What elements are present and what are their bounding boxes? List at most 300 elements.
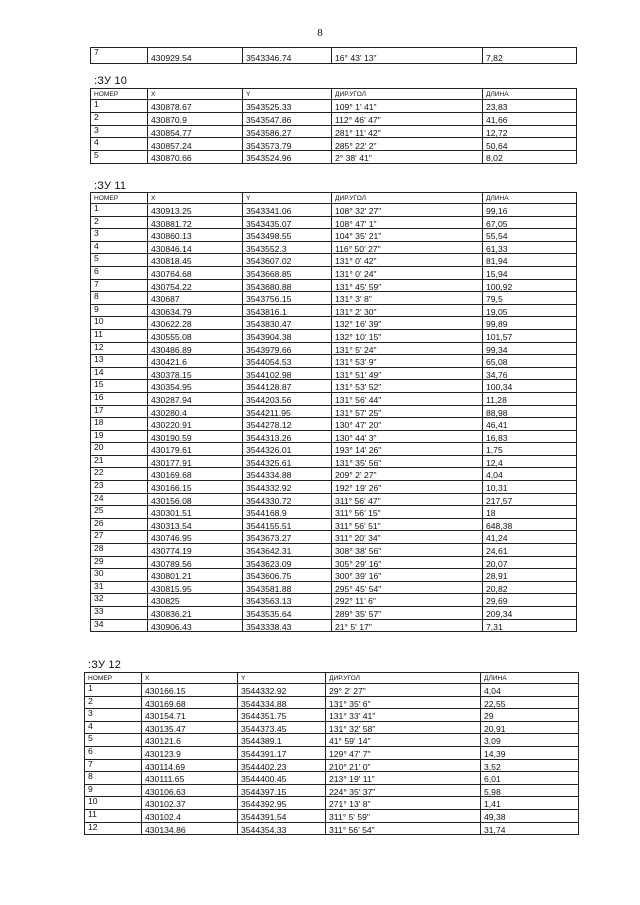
table-row	[91, 468, 577, 481]
header-angle: ДИР.УГОЛ	[332, 89, 483, 100]
segment-length: 10,31	[483, 481, 577, 494]
y-coordinate: 3544326.01	[243, 443, 332, 456]
segment-length: 12,4	[483, 455, 577, 468]
x-coordinate: 430870.66	[148, 151, 243, 164]
point-number: 2	[91, 112, 148, 125]
table-row	[91, 493, 577, 506]
direction-angle: 311° 56' 15"	[332, 506, 483, 519]
direction-angle: 112° 46' 47"	[332, 112, 483, 125]
x-coordinate: 430354.95	[148, 380, 243, 393]
segment-length: 99,34	[483, 342, 577, 355]
table-row	[91, 380, 577, 393]
table-row	[85, 721, 579, 734]
point-number: 1	[91, 100, 148, 113]
y-coordinate: 3543525.33	[243, 100, 332, 113]
x-coordinate: 430789.56	[148, 556, 243, 569]
segment-length: 5,98	[481, 784, 579, 797]
table-row	[91, 204, 577, 217]
table-row	[85, 809, 579, 822]
direction-angle: 308° 38' 56"	[332, 544, 483, 557]
section-title-zu11: :ЗУ 11	[94, 180, 127, 192]
point-number: 4	[91, 138, 148, 151]
y-coordinate: 3544102.98	[243, 367, 332, 380]
segment-length: 101,57	[483, 329, 577, 342]
direction-angle: 2° 38' 41"	[332, 151, 483, 164]
point-number: 23	[91, 481, 148, 494]
coordinates-table-zu10	[90, 88, 577, 164]
table-row	[85, 696, 579, 709]
header-y: Y	[238, 673, 326, 684]
segment-length: 79,5	[483, 292, 577, 305]
y-coordinate: 3543581.88	[243, 581, 332, 594]
point-number: 34	[91, 619, 148, 632]
table-row	[91, 138, 577, 151]
segment-length: 29,69	[483, 594, 577, 607]
x-coordinate: 430378.15	[148, 367, 243, 380]
direction-angle: 104° 35' 21"	[332, 229, 483, 242]
segment-length: 41,66	[483, 112, 577, 125]
header-y: Y	[243, 193, 332, 204]
table-row	[91, 342, 577, 355]
direction-angle: 311° 56' 51"	[332, 518, 483, 531]
point-number: 29	[91, 556, 148, 569]
segment-length: 4,04	[483, 468, 577, 481]
table-row	[91, 229, 577, 242]
segment-length: 65,08	[483, 355, 577, 368]
coordinates-table-continuation	[90, 47, 577, 64]
y-coordinate: 3543524.96	[243, 151, 332, 164]
x-coordinate: 430166.15	[148, 481, 243, 494]
point-number: 1	[85, 684, 142, 697]
table-row	[85, 759, 579, 772]
coordinates-table-zu11	[90, 192, 577, 632]
direction-angle: 209° 2' 27"	[332, 468, 483, 481]
table-row	[85, 797, 579, 810]
y-coordinate: 3543573.79	[243, 138, 332, 151]
y-coordinate: 3543830.47	[243, 317, 332, 330]
y-coordinate: 3544391.54	[238, 809, 326, 822]
table-row	[91, 556, 577, 569]
direction-angle: 131° 3' 8"	[332, 292, 483, 305]
table-row	[91, 216, 577, 229]
point-number: 5	[85, 734, 142, 747]
table-row	[91, 100, 577, 113]
y-coordinate: 3544400.45	[238, 772, 326, 785]
point-number: 9	[91, 304, 148, 317]
direction-angle: 130° 44' 3"	[332, 430, 483, 443]
y-coordinate: 3544203.56	[243, 392, 332, 405]
point-number: 24	[91, 493, 148, 506]
point-number: 12	[91, 342, 148, 355]
segment-length: 29	[481, 709, 579, 722]
x-coordinate: 430280.4	[148, 405, 243, 418]
point-number: 32	[91, 594, 148, 607]
table-row	[85, 772, 579, 785]
direction-angle: 41° 59' 14"	[326, 734, 481, 747]
x-coordinate: 430860.13	[148, 229, 243, 242]
segment-length: 8,02	[483, 151, 577, 164]
segment-length: 100,34	[483, 380, 577, 393]
table-row	[91, 607, 577, 620]
header-length: ДЛИНА	[481, 673, 579, 684]
direction-angle: 131° 35' 56"	[332, 455, 483, 468]
segment-length: 7,31	[483, 619, 577, 632]
y-coordinate: 3543607.02	[243, 254, 332, 267]
table-row	[91, 506, 577, 519]
segment-length: 20,07	[483, 556, 577, 569]
table-row	[91, 455, 577, 468]
table-row	[91, 304, 577, 317]
header-number: НОМЕР	[91, 193, 148, 204]
y-coordinate: 3543535.64	[243, 607, 332, 620]
direction-angle: 311° 20' 34"	[332, 531, 483, 544]
segment-length: 99,89	[483, 317, 577, 330]
x-coordinate: 430313.54	[148, 518, 243, 531]
table-row	[91, 405, 577, 418]
table-row	[91, 317, 577, 330]
direction-angle: 132° 16' 39"	[332, 317, 483, 330]
segment-length: 20,82	[483, 581, 577, 594]
table-row	[91, 544, 577, 557]
y-coordinate: 3544313.26	[243, 430, 332, 443]
header-x: X	[148, 193, 243, 204]
header-angle: ДИР.УГОЛ	[326, 673, 481, 684]
header-y: Y	[243, 89, 332, 100]
point-number: 8	[91, 292, 148, 305]
y-coordinate: 3543623.09	[243, 556, 332, 569]
direction-angle: 213° 19' 11"	[326, 772, 481, 785]
y-coordinate: 3543673.27	[243, 531, 332, 544]
point-number: 5	[91, 254, 148, 267]
table-row	[85, 784, 579, 797]
y-coordinate: 3543756.15	[243, 292, 332, 305]
segment-length: 6,01	[481, 772, 579, 785]
x-coordinate: 430111.65	[142, 772, 238, 785]
direction-angle: 300° 39' 16"	[332, 569, 483, 582]
segment-length: 1,41	[481, 797, 579, 810]
x-coordinate: 430815.95	[148, 581, 243, 594]
segment-length: 22,55	[481, 696, 579, 709]
point-number: 7	[91, 279, 148, 292]
direction-angle: 108° 47' 1"	[332, 216, 483, 229]
table-header-row	[91, 89, 577, 100]
table-row	[91, 518, 577, 531]
segment-length: 3,52	[481, 759, 579, 772]
y-coordinate: 3544391.17	[238, 746, 326, 759]
table-header-row	[91, 193, 577, 204]
table-row	[91, 355, 577, 368]
direction-angle: 109° 1' 41"	[332, 100, 483, 113]
section-title-zu10: :ЗУ 10	[94, 75, 128, 87]
y-coordinate: 3544351.75	[238, 709, 326, 722]
direction-angle: 131° 53' 9"	[332, 355, 483, 368]
x-coordinate: 430913.25	[148, 204, 243, 217]
x-coordinate: 430106.63	[142, 784, 238, 797]
y-coordinate: 3543979.66	[243, 342, 332, 355]
point-number: 25	[91, 506, 148, 519]
point-number: 7	[85, 759, 142, 772]
table-row	[91, 112, 577, 125]
table-row	[91, 151, 577, 164]
point-number: 2	[85, 696, 142, 709]
y-coordinate: 3544325.61	[243, 455, 332, 468]
point-number: 16	[91, 392, 148, 405]
segment-length: 7,82	[483, 48, 577, 64]
x-coordinate: 430156.08	[148, 493, 243, 506]
y-coordinate: 3544054.53	[243, 355, 332, 368]
direction-angle: 131° 35' 6"	[326, 696, 481, 709]
point-number: 31	[91, 581, 148, 594]
table-row	[91, 531, 577, 544]
table-row	[85, 734, 579, 747]
direction-angle: 108° 32' 27"	[332, 204, 483, 217]
point-number: 8	[85, 772, 142, 785]
direction-angle: 131° 45' 59"	[332, 279, 483, 292]
y-coordinate: 3543642.31	[243, 544, 332, 557]
direction-angle: 131° 33' 41"	[326, 709, 481, 722]
segment-length: 209,34	[483, 607, 577, 620]
direction-angle: 131° 0' 24"	[332, 266, 483, 279]
y-coordinate: 3543816.1	[243, 304, 332, 317]
x-coordinate: 430114.69	[142, 759, 238, 772]
header-number: НОМЕР	[91, 89, 148, 100]
header-angle: ДИР.УГОЛ	[332, 193, 483, 204]
y-coordinate: 3544402.23	[238, 759, 326, 772]
direction-angle: 131° 5' 24"	[332, 342, 483, 355]
y-coordinate: 3543606.75	[243, 569, 332, 582]
x-coordinate: 430870.9	[148, 112, 243, 125]
point-number: 4	[85, 721, 142, 734]
x-coordinate: 430102.4	[142, 809, 238, 822]
point-number: 7	[91, 48, 148, 64]
y-coordinate: 3543552.3	[243, 241, 332, 254]
segment-length: 55,54	[483, 229, 577, 242]
segment-length: 49,38	[481, 809, 579, 822]
x-coordinate: 430622.28	[148, 317, 243, 330]
point-number: 3	[91, 125, 148, 138]
direction-angle: 131° 53' 52"	[332, 380, 483, 393]
point-number: 30	[91, 569, 148, 582]
y-coordinate: 3544397.15	[238, 784, 326, 797]
segment-length: 28,91	[483, 569, 577, 582]
direction-angle: 192° 19' 26"	[332, 481, 483, 494]
table-row	[85, 822, 579, 835]
point-number: 10	[85, 797, 142, 810]
x-coordinate: 430486.89	[148, 342, 243, 355]
header-length: ДЛИНА	[483, 89, 577, 100]
table-row	[91, 329, 577, 342]
page-number: 8	[317, 27, 323, 39]
y-coordinate: 3543435.07	[243, 216, 332, 229]
y-coordinate: 3544389.1	[238, 734, 326, 747]
y-coordinate: 3543338.43	[243, 619, 332, 632]
x-coordinate: 430857.24	[148, 138, 243, 151]
y-coordinate: 3544334.88	[238, 696, 326, 709]
x-coordinate: 430287.94	[148, 392, 243, 405]
y-coordinate: 3543904.38	[243, 329, 332, 342]
x-coordinate: 430818.45	[148, 254, 243, 267]
table-row	[91, 392, 577, 405]
segment-length: 12,72	[483, 125, 577, 138]
header-x: X	[148, 89, 243, 100]
point-number: 3	[85, 709, 142, 722]
y-coordinate: 3544128.87	[243, 380, 332, 393]
direction-angle: 311° 5' 59"	[326, 809, 481, 822]
point-number: 11	[85, 809, 142, 822]
direction-angle: 295° 45' 54"	[332, 581, 483, 594]
direction-angle: 131° 2' 30"	[332, 304, 483, 317]
table-row	[91, 619, 577, 632]
segment-length: 217,57	[483, 493, 577, 506]
x-coordinate: 430801.21	[148, 569, 243, 582]
y-coordinate: 3544354.33	[238, 822, 326, 835]
table-row	[91, 254, 577, 267]
direction-angle: 131° 56' 44"	[332, 392, 483, 405]
point-number: 10	[91, 317, 148, 330]
point-number: 6	[91, 266, 148, 279]
point-number: 17	[91, 405, 148, 418]
direction-angle: 29° 2' 27"	[326, 684, 481, 697]
y-coordinate: 3544168.9	[243, 506, 332, 519]
x-coordinate: 430555.08	[148, 329, 243, 342]
segment-length: 1,75	[483, 443, 577, 456]
table-row	[91, 367, 577, 380]
point-number: 3	[91, 229, 148, 242]
x-coordinate: 430754.22	[148, 279, 243, 292]
x-coordinate: 430169.68	[142, 696, 238, 709]
point-number: 26	[91, 518, 148, 531]
segment-length: 18	[483, 506, 577, 519]
segment-length: 3,09	[481, 734, 579, 747]
x-coordinate: 430179.61	[148, 443, 243, 456]
direction-angle: 285° 22' 2"	[332, 138, 483, 151]
direction-angle: 271° 13' 8"	[326, 797, 481, 810]
table-row	[91, 266, 577, 279]
y-coordinate: 3544373.45	[238, 721, 326, 734]
direction-angle: 129° 47' 7"	[326, 746, 481, 759]
y-coordinate: 3543498.55	[243, 229, 332, 242]
x-coordinate: 430878.67	[148, 100, 243, 113]
table-row	[91, 581, 577, 594]
point-number: 27	[91, 531, 148, 544]
direction-angle: 130° 47' 20"	[332, 418, 483, 431]
x-coordinate: 430687	[148, 292, 243, 305]
point-number: 14	[91, 367, 148, 380]
segment-length: 24,61	[483, 544, 577, 557]
point-number: 6	[85, 746, 142, 759]
point-number: 1	[91, 204, 148, 217]
direction-angle: 131° 32' 58"	[326, 721, 481, 734]
x-coordinate: 430166.15	[142, 684, 238, 697]
x-coordinate: 430123.9	[142, 746, 238, 759]
x-coordinate: 430102.37	[142, 797, 238, 810]
x-coordinate: 430774.19	[148, 544, 243, 557]
x-coordinate: 430906.43	[148, 619, 243, 632]
segment-length: 648,38	[483, 518, 577, 531]
segment-length: 99,16	[483, 204, 577, 217]
y-coordinate: 3544278.12	[243, 418, 332, 431]
direction-angle: 292° 11' 6"	[332, 594, 483, 607]
x-coordinate: 430190.59	[148, 430, 243, 443]
y-coordinate: 3544332.92	[243, 481, 332, 494]
segment-length: 20,91	[481, 721, 579, 734]
table-row	[91, 125, 577, 138]
x-coordinate: 430121.6	[142, 734, 238, 747]
y-coordinate: 3543586.27	[243, 125, 332, 138]
point-number: 11	[91, 329, 148, 342]
y-coordinate: 3544392.95	[238, 797, 326, 810]
header-number: НОМЕР	[85, 673, 142, 684]
x-coordinate: 430846.14	[148, 241, 243, 254]
segment-length: 100,92	[483, 279, 577, 292]
segment-length: 61,33	[483, 241, 577, 254]
segment-length: 67,05	[483, 216, 577, 229]
point-number: 28	[91, 544, 148, 557]
table-header-row	[85, 673, 579, 684]
segment-length: 11,28	[483, 392, 577, 405]
y-coordinate: 3543547.86	[243, 112, 332, 125]
direction-angle: 116° 50' 27"	[332, 241, 483, 254]
segment-length: 46,41	[483, 418, 577, 431]
direction-angle: 131° 51' 49"	[332, 367, 483, 380]
x-coordinate: 430746.95	[148, 531, 243, 544]
point-number: 22	[91, 468, 148, 481]
point-number: 21	[91, 455, 148, 468]
y-coordinate: 3543341.06	[243, 204, 332, 217]
segment-length: 23,83	[483, 100, 577, 113]
table-row	[91, 569, 577, 582]
y-coordinate: 3543346.74	[243, 48, 332, 64]
table-row	[91, 594, 577, 607]
x-coordinate: 430764.68	[148, 266, 243, 279]
x-coordinate: 430154.71	[142, 709, 238, 722]
direction-angle: 281° 11' 42"	[332, 125, 483, 138]
segment-length: 16,83	[483, 430, 577, 443]
table-row	[91, 241, 577, 254]
x-coordinate: 430421.6	[148, 355, 243, 368]
segment-length: 19,05	[483, 304, 577, 317]
coordinates-table-zu12	[84, 672, 579, 835]
table-row	[91, 443, 577, 456]
table-row	[85, 709, 579, 722]
point-number: 19	[91, 430, 148, 443]
direction-angle: 311° 56' 47"	[332, 493, 483, 506]
segment-length: 34,76	[483, 367, 577, 380]
y-coordinate: 3544332.92	[238, 684, 326, 697]
direction-angle: 210° 21' 0"	[326, 759, 481, 772]
table-row	[91, 279, 577, 292]
direction-angle: 224° 35' 37"	[326, 784, 481, 797]
y-coordinate: 3543563.13	[243, 594, 332, 607]
point-number: 5	[91, 151, 148, 164]
x-coordinate: 430134.86	[142, 822, 238, 835]
x-coordinate: 430169.68	[148, 468, 243, 481]
y-coordinate: 3544155.51	[243, 518, 332, 531]
direction-angle: 21° 5' 17"	[332, 619, 483, 632]
segment-length: 81,94	[483, 254, 577, 267]
direction-angle: 289° 35' 57"	[332, 607, 483, 620]
segment-length: 15,94	[483, 266, 577, 279]
table-row	[91, 430, 577, 443]
point-number: 18	[91, 418, 148, 431]
y-coordinate: 3544334.88	[243, 468, 332, 481]
x-coordinate: 430825	[148, 594, 243, 607]
x-coordinate: 430881.72	[148, 216, 243, 229]
header-x: X	[142, 673, 238, 684]
point-number: 4	[91, 241, 148, 254]
y-coordinate: 3544211.95	[243, 405, 332, 418]
table-row	[91, 418, 577, 431]
